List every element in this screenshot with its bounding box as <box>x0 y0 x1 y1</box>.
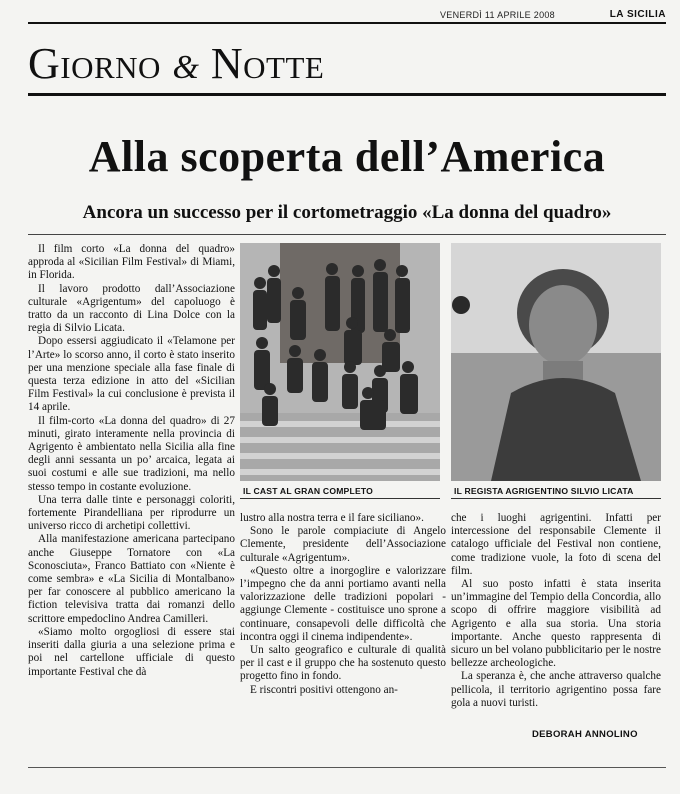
byline: DEBORAH ANNOLINO <box>532 729 638 740</box>
section-rule <box>28 93 666 96</box>
paragraph: Una terra dalle tinte e personaggi coloriti, fortemente Pirandelliana per riprodurre un universo ricco di archetipi collettivi. <box>28 493 235 533</box>
paragraph: Sono le parole compiaciute di Angelo Clemente, presidente dell’Associazione culturale «Agrigentum». <box>240 525 446 564</box>
paragraph: «Questo oltre a inorgoglire e valorizzare l’impegno che da anni portiamo avanti nella valorizzazione delle tradizioni popolari - aggiunge Clemente - costituisce uno sprone a continuare, consapevoli delle difficoltà che incontra oggi il cinema indipendente». <box>240 564 446 643</box>
director-photo <box>451 243 661 481</box>
subheadline: Ancora un successo per il cortometraggio «La donna del quadro» <box>82 202 612 223</box>
paragraph: Il film corto «La donna del quadro» approda al «Sicilian Film Festival» di Miami, in Florida. <box>28 243 235 282</box>
paragraph: lustro alla nostra terra e il fare siciliano». <box>240 512 424 524</box>
cast-photo-illustration <box>240 243 440 481</box>
headline: Alla scoperta dell’America <box>88 132 606 181</box>
paragraph: E riscontri positivi ottengono an- <box>250 683 398 696</box>
paragraph: Dopo essersi aggiudicato il «Telamone per l’Arte» lo scorso anno, il corto è stato inserito per una menzione speciale alla fase finale di questa terza edizione in atto del «Sicilian Film Festival» la cui conclusione è prevista il 14 aprile. <box>28 335 235 414</box>
paragraph: Un salto geografico e culturale di qualità per il cast e il gruppo che ha sostenuto questo progetto fino in fondo. <box>240 644 446 683</box>
article-column-2 <box>240 512 446 697</box>
section-ampersand: & <box>172 49 200 86</box>
header-rule <box>28 22 666 24</box>
cast-photo-caption: IL CAST AL GRAN COMPLETO <box>243 486 374 496</box>
director-photo-caption: IL REGISTA AGRIGENTINO SILVIO LICATA <box>454 486 634 496</box>
page-header <box>28 9 666 23</box>
paragraph: che i luoghi agrigentini. Infatti per intercessione del responsabile Clemente il catalogo ufficiale del Festival non contiene, come tradizione vuole, la foto di scena del film. <box>451 512 661 577</box>
subheadline-rule <box>28 234 666 235</box>
director-photo-illustration <box>451 243 661 481</box>
paragraph: La speranza è, che anche attraverso qualche pellicola, il territorio agrigentino possa fare gola a nuovi turisti. <box>451 670 661 709</box>
paragraph: Alla manifestazione americana partecipano anche Giuseppe Tornatore con «La Sconosciuta», Franco Battiato con «Niente è come sembra» e «La Sicilia di Montalbano» per far conoscere al pubblico americano la fiction televisiva tratta dai romanzi dello scrittore empedoclino Andrea Camilleri. <box>28 533 235 625</box>
newspaper-name: LA SICILIA <box>609 9 666 20</box>
paragraph: Al suo posto infatti è stata inserita un’immagine del Tempio della Concordia, allo scopo di offrire maggiore visibilità ad Agrigento e alla sua storia. Una storia importante. Anche questo rappresenta di sicuro un bel volano pubblicitario per le nostre bellezze archeologiche. <box>451 578 661 670</box>
article-column-3 <box>451 512 661 710</box>
paragraph: Il lavoro prodotto dall’Associazione culturale «Agrigentum» del capoluogo è tratto da un racconto di Lina Dolce con la regia di Silvio Licata. <box>28 282 235 335</box>
caption-rule <box>451 498 661 499</box>
section-word-notte: Notte <box>210 39 325 88</box>
bottom-rule <box>28 767 666 768</box>
section-word-giorno: Giorno <box>28 39 161 88</box>
paragraph: «Siamo molto orgogliosi di essere stai inseriti dalla giuria a una selezione prima e poi nel cartellone ufficiale di questo importante Festival che dà <box>28 625 235 678</box>
caption-rule <box>240 498 440 499</box>
issue-date: VENERDÌ 11 APRILE 2008 <box>440 10 555 20</box>
paragraph: Il film-corto «La donna del quadro» di 27 minuti, girato interamente nella provincia di Agrigento è ambientato nella Sicilia alla fine degli anni sessanta un po’ arcaica, legata ai suoi costumi e alle sue tradizioni, ma nello stesso tempo in costante evoluzione. <box>28 414 235 493</box>
article-column-1 <box>28 243 235 679</box>
cast-photo <box>240 243 440 481</box>
section-title <box>28 38 324 94</box>
